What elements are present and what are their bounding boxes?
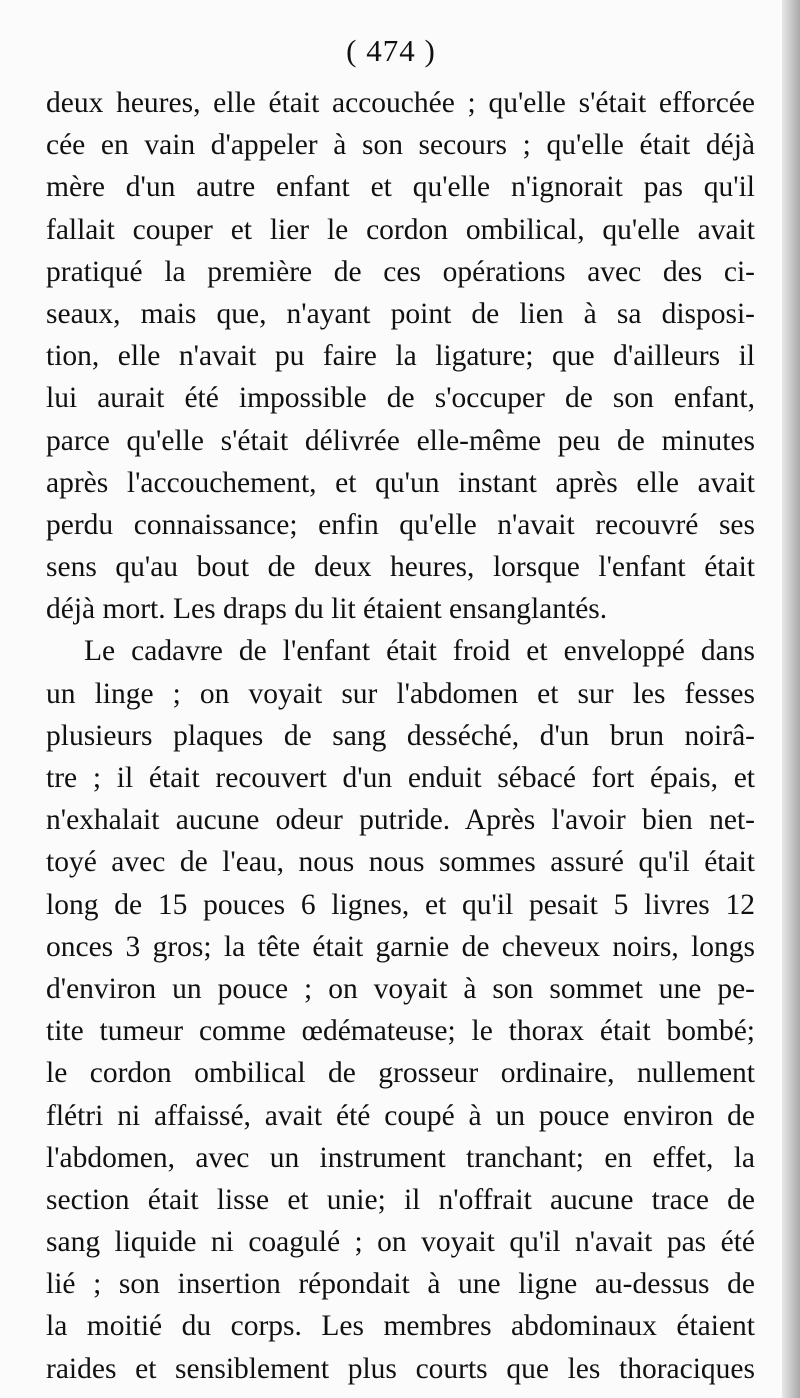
text-line: cée en vain d'appeler à son secours ; qu'elle était déjà xyxy=(46,129,755,162)
text-line: seaux, mais que, n'ayant point de lien à sa disposi- xyxy=(46,297,755,330)
text-line: lui aurait été impossible de s'occuper de son enfant, xyxy=(46,382,755,415)
text-line: sens qu'au bout de deux heures, lorsque l'enfant était xyxy=(46,551,755,584)
text-line: fallait couper et lier le cordon ombilical, qu'elle avait xyxy=(46,213,755,246)
text-line: n'exhalait aucune odeur putride. Après l'avoir bien net- xyxy=(46,804,755,837)
text-line: après l'accouchement, et qu'un instant après elle avait xyxy=(46,466,755,499)
text-line: mère d'un autre enfant et qu'elle n'ignorait pas qu'il xyxy=(46,171,755,204)
page-edge-shadow xyxy=(782,0,800,1398)
text-line: parce qu'elle s'était délivrée elle-même peu de minutes xyxy=(46,424,755,457)
text-line: flétri ni affaissé, avait été coupé à un pouce environ de xyxy=(46,1099,755,1132)
text-line: l'abdomen, avec un instrument tranchant; en effet, la xyxy=(46,1141,755,1174)
text-line: sang liquide ni coagulé ; on voyait qu'il n'avait pas été xyxy=(46,1226,755,1259)
paragraph-1 xyxy=(46,82,755,630)
text-line: tre ; il était recouvert d'un enduit sébacé fort épais, et xyxy=(46,762,755,794)
text-line: la moitié du corps. Les membres abdominaux étaient xyxy=(46,1310,755,1343)
paragraph-2 xyxy=(46,630,755,1389)
text-line: toyé avec de l'eau, nous nous sommes assuré qu'il était xyxy=(46,846,755,879)
body-text xyxy=(46,82,755,1390)
text-line: onces 3 gros; la tête était garnie de cheveux noirs, longs xyxy=(46,930,755,963)
text-line: lié ; son insertion répondait à une ligne au-dessus de xyxy=(46,1268,755,1301)
text-line: plusieurs plaques de sang desséché, d'un brun noirâ- xyxy=(46,719,755,752)
text-line: perdu connaissance; enfin qu'elle n'avait recouvré ses xyxy=(46,508,755,541)
page-number: ( 474 ) xyxy=(346,33,436,68)
text-line: un linge ; on voyait sur l'abdomen et sur les fesses xyxy=(46,677,755,710)
text-line: le cordon ombilical de grosseur ordinaire, nullement xyxy=(46,1057,755,1090)
text-line: section était lisse et unie; il n'offrait aucune trace de xyxy=(46,1183,755,1216)
text-line: pratiqué la première de ces opérations avec des ci- xyxy=(46,255,755,288)
text-line: d'environ un pouce ; on voyait à son sommet une pe- xyxy=(46,972,755,1005)
text-line: déjà mort. Les draps du lit étaient ensanglantés. xyxy=(46,593,608,626)
text-line: tite tumeur comme œdémateuse; le thorax était bombé; xyxy=(46,1015,755,1048)
text-line: raides et sensiblement plus courts que les thoraciques xyxy=(46,1352,755,1385)
text-line: tion, elle n'avait pu faire la ligature; que d'ailleurs il xyxy=(46,340,755,373)
text-line: Le cadavre de l'enfant était froid et enveloppé dans xyxy=(84,635,755,668)
text-line: deux heures, elle était accouchée ; qu'elle s'était efforcée xyxy=(46,87,755,119)
text-line: long de 15 pouces 6 lignes, et qu'il pesait 5 livres 12 xyxy=(46,888,755,921)
